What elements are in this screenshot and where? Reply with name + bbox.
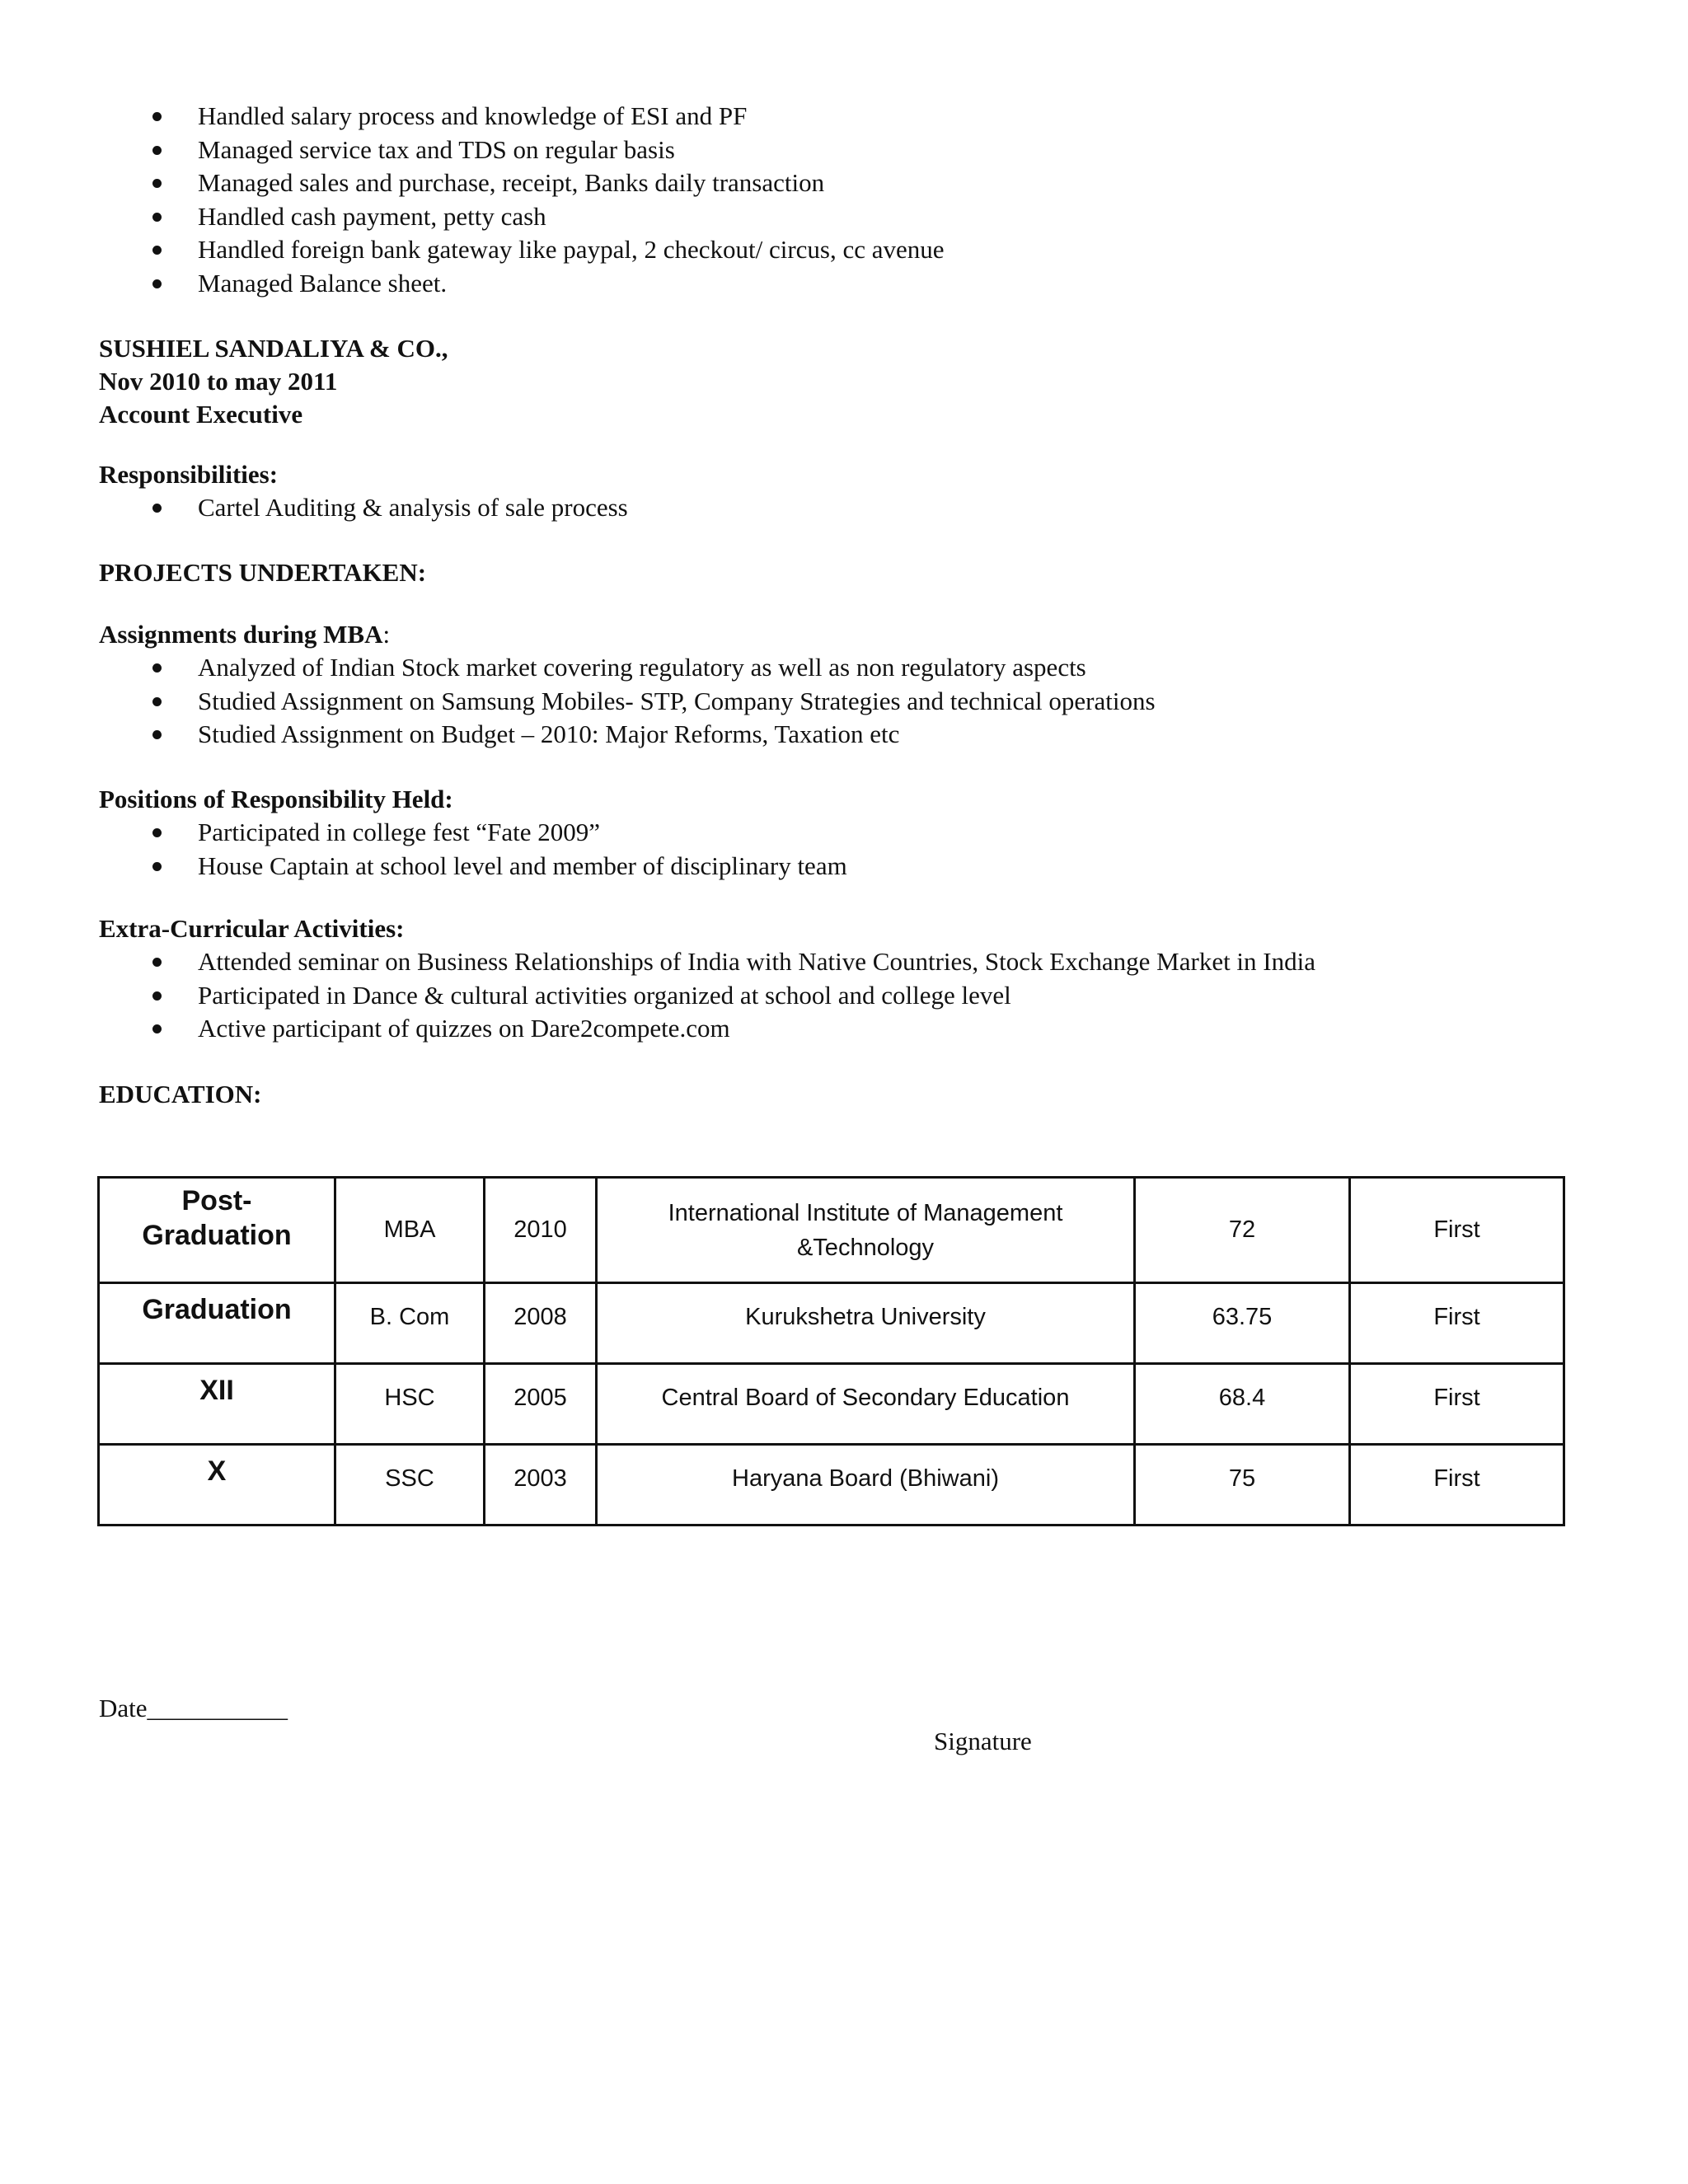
assignments-bullets [99, 651, 1582, 752]
job-period: Nov 2010 to may 2011 [99, 367, 338, 396]
bullet-item: Handled cash payment, petty cash [99, 200, 1582, 234]
extra-heading: Extra-Curricular Activities: [99, 914, 405, 943]
institute-cell: International Institute of Management &Technology [597, 1178, 1135, 1283]
projects-heading: PROJECTS UNDERTAKEN: [99, 558, 427, 587]
assignments-colon: : [382, 620, 391, 649]
bullet-item: Handled foreign bank gateway like paypal, 2 checkout/ circus, cc avenue [99, 233, 1582, 267]
job-role: Account Executive [99, 400, 303, 429]
score-cell: 68.4 [1135, 1364, 1350, 1445]
positions-section [99, 783, 1582, 883]
division-cell: First [1350, 1364, 1564, 1445]
positions-heading: Positions of Responsibility Held: [99, 785, 453, 813]
year-cell: 2008 [485, 1283, 597, 1364]
institute-cell: Kurukshetra University [597, 1283, 1135, 1364]
table-row [99, 1364, 1564, 1445]
bullet-icon [152, 697, 162, 706]
level-cell: XII [99, 1364, 335, 1445]
education-table [97, 1176, 1565, 1526]
bullet-item: House Captain at school level and member of disciplinary team [99, 850, 1582, 883]
bullet-icon [152, 958, 162, 967]
job2-responsibilities [99, 458, 1582, 525]
bullet-item: Participated in college fest “Fate 2009” [99, 816, 1582, 850]
division-cell: First [1350, 1178, 1564, 1283]
bullet-icon [152, 504, 162, 513]
course-cell: SSC [335, 1445, 485, 1526]
table-row [99, 1283, 1564, 1364]
bullet-icon [152, 112, 162, 121]
level-cell: Graduation [99, 1283, 335, 1364]
bullet-item: Participated in Dance & cultural activities organized at school and college level [99, 979, 1582, 1013]
bullet-icon [152, 730, 162, 739]
year-cell: 2010 [485, 1178, 597, 1283]
course-cell: HSC [335, 1364, 485, 1445]
assignments-section [99, 618, 1582, 752]
course-cell: MBA [335, 1178, 485, 1283]
table-row [99, 1445, 1564, 1526]
date-field: Date___________ [99, 1694, 288, 1722]
bullet-icon [152, 991, 162, 1001]
prev-job-section [99, 100, 1582, 300]
job2-bullets [99, 491, 1582, 525]
bullet-item: Attended seminar on Business Relationships of India with Native Countries, Stock Exchange Market in India [99, 945, 1582, 979]
score-cell: 72 [1135, 1178, 1350, 1283]
bullet-icon [152, 146, 162, 155]
bullet-item: Managed Balance sheet. [99, 267, 1582, 301]
level-cell: X [99, 1445, 335, 1526]
extra-section [99, 912, 1582, 1046]
prev-job-bullets [99, 100, 1582, 300]
bullet-icon [152, 663, 162, 673]
division-cell: First [1350, 1283, 1564, 1364]
signature-label: Signature [934, 1727, 1032, 1755]
bullet-icon [152, 279, 162, 288]
bullet-item: Managed service tax and TDS on regular basis [99, 134, 1582, 167]
bullet-item: Handled salary process and knowledge of ESI and PF [99, 100, 1582, 134]
institute-cell: Central Board of Secondary Education [597, 1364, 1135, 1445]
score-cell: 63.75 [1135, 1283, 1350, 1364]
extra-bullets [99, 945, 1582, 1046]
bullet-item: Managed sales and purchase, receipt, Banks daily transaction [99, 166, 1582, 200]
bullet-item: Active participant of quizzes on Dare2compete.com [99, 1012, 1582, 1046]
bullet-item: Cartel Auditing & analysis of sale process [99, 491, 1582, 525]
positions-bullets [99, 816, 1582, 883]
bullet-item: Studied Assignment on Samsung Mobiles- STP, Company Strategies and technical operations [99, 685, 1582, 719]
bullet-item: Studied Assignment on Budget – 2010: Major Reforms, Taxation etc [99, 718, 1582, 752]
score-cell: 75 [1135, 1445, 1350, 1526]
projects-section [99, 556, 1582, 589]
division-cell: First [1350, 1445, 1564, 1526]
education-heading: EDUCATION: [99, 1080, 262, 1108]
level-cell: Post- Graduation [99, 1178, 335, 1283]
bullet-item: Analyzed of Indian Stock market covering regulatory as well as non regulatory aspects [99, 651, 1582, 685]
table-row [99, 1178, 1564, 1283]
assignments-heading: Assignments during MBA [99, 620, 383, 649]
responsibilities-heading: Responsibilities: [99, 460, 279, 489]
bullet-icon [152, 213, 162, 222]
job2-section [99, 332, 1582, 431]
year-cell: 2005 [485, 1364, 597, 1445]
bullet-icon [152, 179, 162, 188]
assignments-heading-line [99, 618, 1582, 651]
company-name: SUSHIEL SANDALIYA & CO., [99, 334, 448, 363]
bullet-icon [152, 828, 162, 837]
bullet-icon [152, 1024, 162, 1033]
year-cell: 2003 [485, 1445, 597, 1526]
bullet-icon [152, 246, 162, 255]
bullet-icon [152, 862, 162, 871]
institute-cell: Haryana Board (Bhiwani) [597, 1445, 1135, 1526]
course-cell: B. Com [335, 1283, 485, 1364]
education-section [99, 1078, 1582, 1111]
